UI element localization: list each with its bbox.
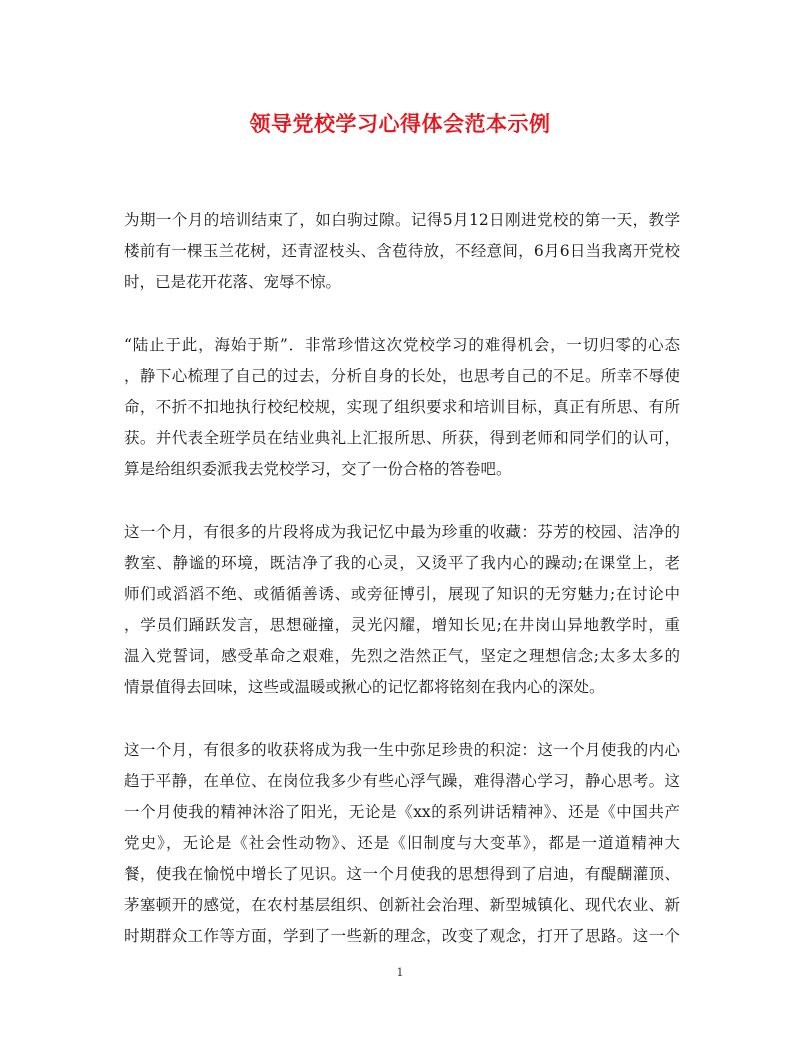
paragraph [124,205,680,298]
text-line: 温入党誓词，感受革命之艰难，先烈之浩然正气，坚定之理想信念;太多太多的 [124,647,680,665]
paragraph [124,330,680,485]
text-line: 党史》，无论是《社会性动物》、还是《旧制度与大变革》，都是一道道精神大 [124,834,680,852]
text-line: 一个月使我的精神沐浴了阳光，无论是《xx的系列讲话精神》、还是《中国共产 [124,803,680,821]
text-line: 为期一个月的培训结束了，如白驹过隙。记得5月12日刚进党校的第一天，教学 [124,211,680,229]
paragraph [124,735,680,952]
text-line: ，学员们踊跃发言，思想碰撞，灵光闪耀，增知长见;在井岗山异地教学时，重 [124,616,680,634]
text-line: 情景值得去回味，这些或温暖或揪心的记忆都将铭刻在我内心的深处。 [124,678,605,696]
document-title: 领导党校学习心得体会范本示例 [249,111,551,136]
text-line: 这一个月，有很多的片段将成为我记忆中最为珍重的收藏：芬芳的校园、洁净的 [124,523,680,541]
text-line: 茅塞顿开的感觉，在农村基层组织、创新社会治理、新型城镇化、现代农业、新 [124,896,680,914]
document-body [124,205,680,984]
text-line: 算是给组织委派我去党校学习，交了一份合格的答卷吧。 [124,460,512,478]
text-line: ，静下心梳理了自己的过去，分析自身的长处，也思考自己的不足。所幸不辱使 [124,367,680,385]
text-line: 师们或滔滔不绝、或循循善诱、或旁征博引，展现了知识的无穷魅力;在讨论中 [124,585,680,603]
text-line: 楼前有一棵玉兰花树，还青涩枝头、含苞待放，不经意间，6月6日当我离开党校 [124,242,680,260]
text-line: 时期群众工作等方面，学到了一些新的理念，改变了观念，打开了思路。这一个 [124,927,680,945]
text-line: 时，已是花开花落、宠辱不惊。 [124,273,342,291]
text-line: 这一个月，有很多的收获将成为我一生中弥足珍贵的积淀：这一个月使我的内心 [124,741,680,759]
page-number: 1 [396,966,404,979]
text-line: “陆止于此，海始于斯”．非常珍惜这次党校学习的难得机会，一切归零的心态 [124,336,680,354]
text-line: 教室、静谧的环境，既洁净了我的心灵，又烫平了我内心的躁动;在课堂上，老 [124,554,680,572]
text-line: 获。并代表全班学员在结业典礼上汇报所思、所获，得到老师和同学们的认可， [124,429,680,447]
text-line: 命，不折不扣地执行校纪校规，实现了组织要求和培训目标，真正有所思、有所 [124,398,680,416]
text-line: 餐，使我在愉悦中增长了见识。这一个月使我的思想得到了启迪，有醍醐灌顶、 [124,865,680,883]
paragraph [124,517,680,703]
text-line: 趋于平静，在单位、在岗位我多少有些心浮气躁，难得潜心学习，静心思考。这 [124,772,680,790]
